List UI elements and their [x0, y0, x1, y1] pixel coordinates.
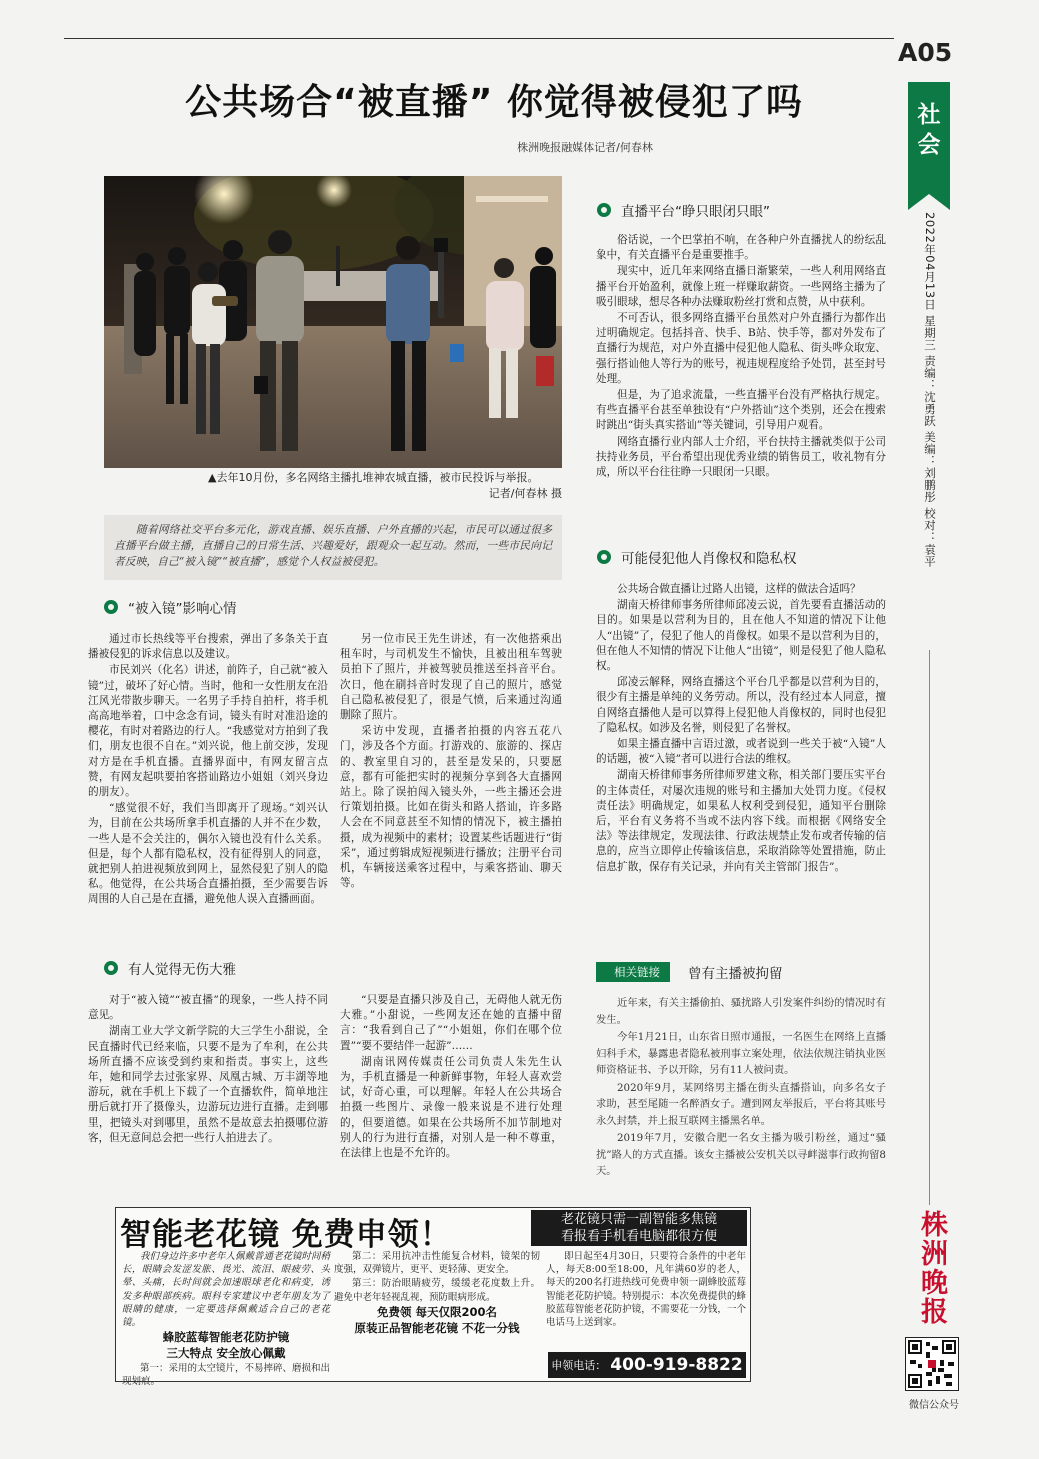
- ad-phone-box[interactable]: [548, 1352, 746, 1378]
- sidebar-rule: [929, 650, 930, 1205]
- paragraph: 俗话说，一个巴掌拍不响，在各种户外直播扰人的纷纭乱象中，有关直播平台是重要推手。: [596, 234, 886, 262]
- paragraph: 湖南天桥律师事务所律师罗建文称，相关部门要压实平台的主体责任，对屡次违规的账号和主播加大处罚力度。《侵权责任法》明确规定，如果私人权利受到侵犯，通知平台删除后，平台有义务将不当或不法内容下线。而根据《网络安全法》等法律规定，发现法律、行政法规禁止发布或者传输的信息的，应当立即停止传输该信息，采取消除等处置措施，防止信息扩散，保存有关记录，并向有关主管部门报告”。: [596, 769, 886, 873]
- section-dot-icon: [104, 600, 118, 614]
- ad-box-line-2: 看报看手机看电脑都很方便: [560, 1229, 717, 1244]
- section-heading-text: 可能侵犯他人肖像权和隐私权: [621, 551, 797, 567]
- section-2-column-a: [88, 993, 328, 1147]
- section-dot-icon: [597, 550, 611, 564]
- ad-column-a: [122, 1250, 330, 1390]
- ad-feature-2: 第二：采用抗冲击性能复合材料，镜架的韧度强，双弹镜片，更平、更轻薄、更安全。: [334, 1251, 540, 1276]
- qr-label: 微信公众号: [909, 1400, 959, 1411]
- photo-caption: [208, 470, 562, 502]
- ad-column-c: [546, 1250, 746, 1330]
- ad-column-b: [334, 1250, 540, 1337]
- ad-feature-3: 第三：防治眼睛疲劳，缓缓老花度数上升。避免中老年轻视乱视，预防眼病形成。: [334, 1278, 540, 1303]
- section-heading-text: “被入镜”影响心情: [128, 601, 237, 617]
- ad-free-line: 免费领 每天仅限200名: [376, 1304, 497, 1319]
- ad-headline: 智能老花镜 免费申领！: [120, 1217, 452, 1253]
- related-tag: 相关链接: [596, 962, 670, 982]
- paragraph: “只要是直播只涉及自己，无碍他人就无伤大雅。”小甜说，一些网友还在她的直播中留言：“我看到自己了”“小姐姐，你们在哪个位置”“要不要结伴一起游”……: [340, 994, 562, 1052]
- section-heading-3: [597, 200, 770, 220]
- paragraph: 但是，为了追求流量，一些直播平台没有严格执行规定。有些直播平台甚至单独设有“户外搭讪”这个类别，还会在搜索时跳出“街头真实搭讪”等关键词，引导用户观看。: [596, 389, 886, 432]
- paragraph: 湖南讯网传媒责任公司负责人朱先生认为，手机直播是一种新鲜事物，年轻人喜欢尝试，好奇心重，可以理解。年轻人在公共场合拍摄一些图片、录像一般来说是不进行处理的，但要道德。如果在公共场所不加节制地对别人的行为进行直播，对别人是一种不尊重，在法律上也是不允许的。: [340, 1055, 562, 1160]
- paragraph: 湖南天桥律师事务所律师邱凌云说，首先要看直播活动的目的。如果是以营利为目的，且在他人不知道的情况下让他人“出镜”了，侵犯了他人的肖像权。如果不是以营利为目的，但在他人不知情的情况下让他人“出镜”，则是侵犯了他人隐私权。: [596, 599, 886, 673]
- paragraph: 2020年9月，某网络男主播在街头直播搭讪，向多名女子求助，甚至尾随一名醉酒女子。遭到网友举报后，平台将其账号永久封禁，并上报互联网主播黑名单。: [596, 1081, 886, 1127]
- section-label: 社会: [917, 102, 941, 158]
- related-heading-text: 曾有主播被拘留: [688, 966, 783, 982]
- section-heading-text: 直播平台“睁只眼闭只眼”: [621, 204, 770, 220]
- photo-credit: 记者/何春林 摄: [488, 487, 562, 500]
- ad-intro: 我们身边许多中老年人佩戴普通老花镜时间稍长，眼睛会发涩发胀、畏光、流泪、眼疲劳、头晕、头痛，长时间就会加速眼球老化和病变，诱发多种眼部疾病。眼科专家建议中老年朋友为了眼睛的健康，一定要选择佩戴适合自己的老花镜。: [122, 1251, 331, 1329]
- advertisement[interactable]: [115, 1207, 751, 1388]
- paragraph: 通过市长热线等平台搜索，弹出了多条关于直播被侵犯的诉求信息以及建议。: [88, 633, 328, 661]
- ad-feature-1: 第一：采用的太空镜片，不易摔碎、磨损和出现划痕。: [122, 1363, 331, 1388]
- ad-product: 蜂胶蓝莓智能老花防护镜: [162, 1330, 290, 1345]
- paragraph: 今年1月21日，山东省日照市通报，一名医生在网络上直播妇科手术，暴露患者隐私被刑事立案处理，依法依规注销执业医师资格证书、予以开除，另有11人被问责。: [596, 1031, 886, 1076]
- qr-pattern: [906, 1338, 958, 1390]
- ad-box-line-1: 老花镜只需一副智能多焦镜: [560, 1212, 717, 1227]
- paragraph: 另一位市民王先生讲述，有一次他搭乘出租车时，与司机发生不愉快，且被出租车驾驶员拍下了照片，并被驾驶员推送至抖音平台。次日，他在刷抖音时发现了自己的照片，感觉自己隐私被侵犯了，很是气愤，后来通过沟通删除了照片。: [340, 633, 562, 722]
- paragraph: 网络直播行业内部人士介绍，平台扶持主播就类似于公司扶持业务员，平台希望出现优秀业绩的销售员工，收礼物有分成，所以平台往往睁一只眼闭一只眼。: [596, 435, 886, 479]
- street-scene-illustration: [104, 176, 562, 468]
- section-heading-1: [104, 597, 237, 617]
- dateline: 2022年04月13日 星期三 责编：沈勇跃 美编：刘鹏彤 校对：袁平: [923, 212, 937, 568]
- page-number: A05: [898, 38, 953, 67]
- ribbon-notch: [908, 194, 950, 210]
- paragraph: 公共场合做直播让过路人出镜，这样的做法合适吗？: [617, 583, 861, 595]
- paragraph: 邱凌云解释，网络直播这个平台几乎都是以营利为目的，很少有主播是单纯的义务劳动。所以，没有经过本人同意，擅自网络直播他人是可以算得上侵犯他人肖像权的，同时也侵犯了隐私权。如涉及名誉，则侵犯了名誉权。: [596, 676, 886, 734]
- ad-phone-number: 400-919-8822: [610, 1355, 743, 1375]
- ad-banner-box: [531, 1210, 747, 1246]
- article-title: 公共场合“被直播” 你觉得被侵犯了吗: [185, 82, 803, 123]
- newspaper-logo: 株洲晚报: [916, 1210, 947, 1326]
- section-dot-icon: [104, 961, 118, 975]
- section-1-column-b: [340, 632, 562, 892]
- paragraph: 采访中发现，直播者拍摄的内容五花八门，涉及各个方面。打游戏的、旅游的、探店的、教室里自习的，甚至是发呆的，只要愿意，都有可能把实时的视频分享到各大直播网站上。除了误拍闯入镜头外，一些主播还会进行策划拍摄。比如在街头和路人搭讪，许多路人会在不同意甚至不知情的情况下，被主播拍摄，成为视频中的素材；设置某些话题进行“街采”，通过剪辑成短视频进行播放；注册平台司机，车辆接送乘客过程中，与乘客搭讪、聊天等。: [340, 725, 562, 890]
- ad-features-title: 三大特点 安全放心佩戴: [166, 1346, 286, 1361]
- qr-code-icon[interactable]: [905, 1337, 959, 1391]
- section-heading-2: [104, 958, 236, 978]
- section-heading-4: [597, 547, 797, 567]
- section-dot-icon: [597, 203, 611, 217]
- paragraph: 近年来，有关主播偷拍、骚扰路人引发案件纠纷的情况时有发生。: [596, 997, 886, 1026]
- lead-paragraph: 随着网络社交平台多元化，游戏直播、娱乐直播、户外直播的兴起，市民可以通过很多直播平台做主播，直播自己的日常生活、兴趣爱好，跟观众一起互动。然而，一些市民向记者反映，自己“被入镜”“被直播”，感觉个人权益被侵犯。: [104, 515, 562, 580]
- paragraph: 市民刘兴（化名）讲述，前阵子，自己就“被入镜”过，破坏了好心情。当时，他和一女性朋友在沿江风光带散步聊天。一名男子手持自拍杆，将手机高高地举着，口中念念有词，镜头有时对准沿途的樱花，有时对着路边的行人。“我感觉对方拍到了我们，朋友也很不自在。”刘兴说，他上前交涉，发现对方是在手机直播。直播界面中，有网友留言点赞，有网友起哄要拍客搭讪路边小姐姐（刘兴身边的朋友）。: [88, 664, 328, 799]
- ad-phone-label: 申领电话：: [551, 1359, 607, 1372]
- caption-text: ▲去年10月份，多名网络主播扎堆神农城直播，被市民投诉与举报。: [208, 471, 539, 484]
- byline: 株洲晚报融媒体记者/何春林: [517, 141, 653, 154]
- section-4-column: [596, 582, 886, 876]
- ad-slogan: 原装正品智能老花镜 不花一分钱: [354, 1320, 520, 1335]
- top-rule: [64, 38, 894, 39]
- paragraph: 现实中，近几年来网络直播日渐繁荣，一些人利用网络直播平台开始盈利，就像上班一样赚取薪资。一些网络主播为了吸引眼球，想尽各种办法赚取粉丝打赏和点赞，从中获利。: [596, 265, 886, 308]
- paragraph: 湖南工业大学文新学院的大三学生小甜说，全民直播时代已经来临，只要不是为了牟利，在公共场所直播不应该受到约束和指责。事实上，这些年，她和同学去过张家界、凤凰古城、万丰湖等地游玩，就在手机上下载了一个直播软件，简单地注册后就打开了摄像头，边游玩边进行直播。走到哪里，把镜头对到哪里，虽然不是故意去拍摄哪位游客，但无意间总会把一些行人拍进去了。: [88, 1025, 328, 1144]
- paragraph: 如果主播直播中言语过激，或者说到一些关于被“入镜”人的话题，被“入镜”者可以进行合法的维权。: [596, 738, 886, 766]
- paragraph: 2019年7月，安徽合肥一名女主播为吸引粉丝，通过“骚扰”路人的方式直播。该女主播被公安机关以寻衅滋事行政拘留8天。: [596, 1132, 886, 1177]
- paragraph: “感觉很不好，我们当即离开了现场。”刘兴认为，目前在公共场所拿手机直播的人并不在少数，一些人是不会关注的，偶尔入镜也没有什么关系。但是，每个人都有隐私权，没有征得别人的同意，就把别人拍进视频放到网上，显然侵犯了别人的隐私。他觉得，在公共场合直播拍摄，至少需要告诉周围的人自己是在直播，避免他人误入直播画面。: [88, 802, 328, 906]
- section-2-column-b: [340, 993, 562, 1162]
- paragraph: 对于“被入镜”“被直播”的现象，一些人持不同意见。: [88, 994, 328, 1022]
- section-heading-text: 有人觉得无伤大雅: [128, 962, 236, 978]
- related-column: [596, 995, 886, 1181]
- section-3-column: [596, 233, 886, 481]
- ad-offer: 即日起至4月30日，只要符合条件的中老年人，每天8:00至18:00，凡年满60岁的老人，每天的200名打进热线可免费申领一副蜂胶蓝莓智能老花防护镜。特别提示：本次免费提供的蜂胶蓝莓智能老花防护镜，不需要花一分钱，一个电话马上送到家。: [546, 1251, 746, 1329]
- section-1-column-a: [88, 632, 328, 909]
- news-photo: [104, 176, 562, 468]
- related-heading: [596, 962, 783, 982]
- section-ribbon: [908, 82, 950, 194]
- paragraph: 不可否认，很多网络直播平台虽然对户外直播行为都作出过明确规定。包括抖音、快手、B站、快手等，都对外发布了直播行为规范，对户外直播中侵犯他人隐私、街头哗众取宠、强行搭讪他人等行为的账号，视违规程度给予处罚，甚至封号处理。: [596, 312, 886, 385]
